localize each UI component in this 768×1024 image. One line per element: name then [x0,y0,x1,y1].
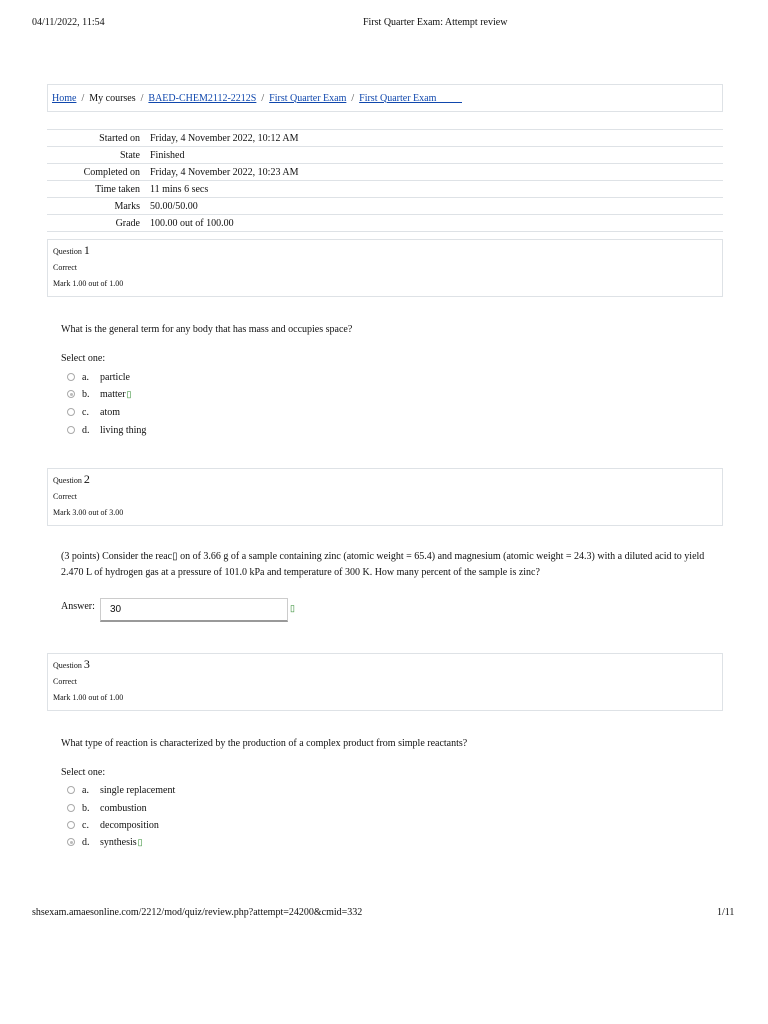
question-state: Correct [53,263,77,272]
question-info-1 [47,239,723,297]
question-number: Question 1 [53,243,90,257]
breadcrumb-separator: / [140,92,144,104]
option-b[interactable]: b. combustion [67,801,147,815]
summary-label: Started on [47,130,146,147]
radio-button-selected[interactable] [67,838,75,846]
breadcrumb-separator: / [81,92,85,104]
question-text-2: (3 points) Consider the reac▯ on of 3.66 g of a sample containing zinc (atomic weight = 65.4) and magnesium (atomic weight = 24.3) with a diluted acid to yield 2.470 L of hydrogen gas at a pressure of 101.0 kPa and temperature of 300 K. How many percent of the sample is zinc? [61,551,705,578]
option-d[interactable]: d. synthesis ▯ [67,835,143,849]
option-c[interactable]: c. decomposition [67,818,159,832]
select-one-prompt: Select one: [61,767,106,778]
page-number: 1/11 [717,907,735,918]
breadcrumb-separator: / [351,92,355,104]
summary-label: Grade [47,215,146,232]
radio-button[interactable] [67,373,75,381]
question-info-3 [47,653,723,711]
summary-value: 100.00 out of 100.00 [146,215,723,232]
question-info-2 [47,468,723,526]
print-url: shsexam.amaesonline.com/2212/mod/quiz/review.php?attempt=24200&cmid=332 [32,907,363,918]
select-one-prompt: Select one: [61,353,106,364]
option-a[interactable]: a. particle [67,370,130,384]
summary-row [47,164,723,181]
question-state: Correct [53,492,77,501]
summary-label: Time taken [47,181,146,198]
question-mark: Mark 1.00 out of 1.00 [53,279,124,288]
summary-row [47,130,723,147]
answer-input[interactable]: 30 [100,598,288,622]
radio-button-selected[interactable] [67,390,75,398]
question-state: Correct [53,677,77,686]
summary-value: 11 mins 6 secs [146,181,723,198]
radio-button[interactable] [67,786,75,794]
question-number: Question 2 [53,472,90,486]
summary-value: Friday, 4 November 2022, 10:23 AM [146,164,723,181]
option-d[interactable]: d. living thing [67,423,146,437]
radio-button[interactable] [67,804,75,812]
print-date: 04/11/2022, 11:54 [32,17,105,28]
summary-row [47,215,723,232]
answer-label: Answer: [61,601,95,612]
breadcrumb-quiz-section[interactable]: First Quarter Exam [269,92,347,104]
summary-label: Marks [47,198,146,215]
question-text-1: What is the general term for any body that has mass and occupies space? [61,324,353,335]
question-number: Question 3 [53,657,90,671]
correct-check-icon: ▯ [137,836,143,847]
summary-row [47,181,723,198]
summary-value: 50.00/50.00 [146,198,723,215]
radio-button[interactable] [67,821,75,829]
correct-check-icon: ▯ [290,603,295,613]
breadcrumb-underline [436,93,462,103]
breadcrumb-course[interactable]: BAED-CHEM2112-2212S [148,92,257,104]
attempt-summary-table [47,129,723,232]
option-b[interactable]: b. matter ▯ [67,387,132,401]
question-mark: Mark 1.00 out of 1.00 [53,693,124,702]
breadcrumb-quiz[interactable]: First Quarter Exam [359,92,437,104]
question-text-3: What type of reaction is characterized by the production of a complex product from simple reactants? [61,738,468,749]
summary-row [47,147,723,164]
option-a[interactable]: a. single replacement [67,783,175,797]
correct-check-icon: ▯ [126,388,132,399]
summary-row [47,198,723,215]
print-title: First Quarter Exam: Attempt review [363,17,508,28]
question-mark: Mark 3.00 out of 3.00 [53,508,124,517]
breadcrumb [47,84,723,112]
option-c[interactable]: c. atom [67,405,120,419]
summary-label: Completed on [47,164,146,181]
summary-label: State [47,147,146,164]
summary-value: Finished [146,147,723,164]
radio-button[interactable] [67,408,75,416]
breadcrumb-separator: / [261,92,265,104]
summary-value: Friday, 4 November 2022, 10:12 AM [146,130,723,147]
breadcrumb-home[interactable]: Home [52,92,77,104]
breadcrumb-my-courses: My courses [89,92,136,104]
radio-button[interactable] [67,426,75,434]
